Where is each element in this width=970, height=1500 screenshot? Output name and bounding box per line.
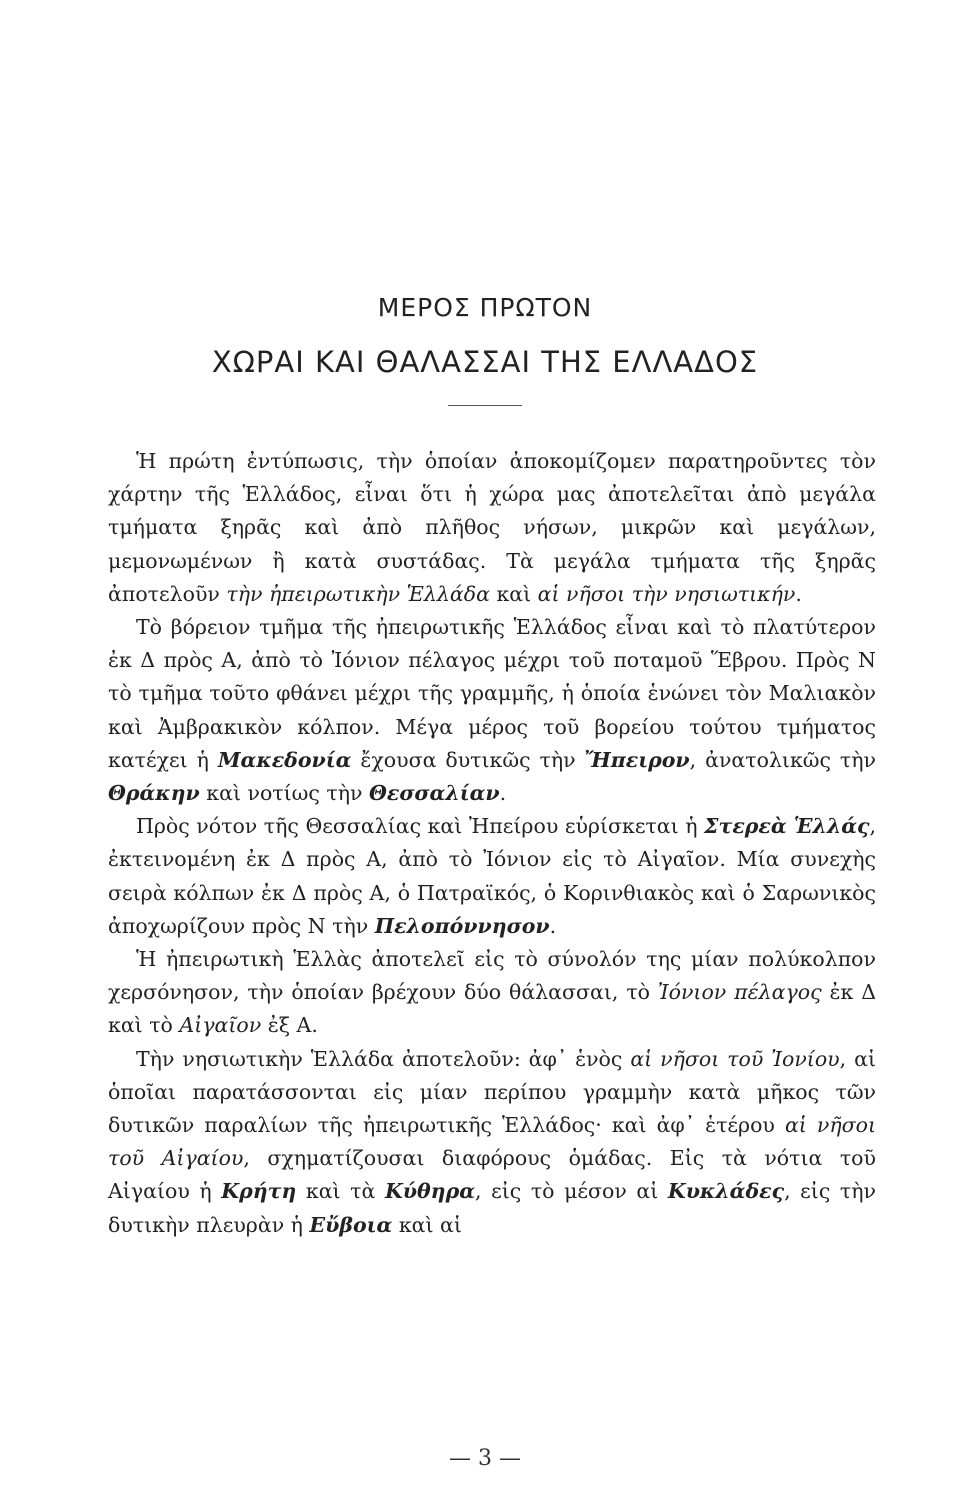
- bold-term: Θράκην: [108, 781, 200, 806]
- paragraph-5: [108, 1043, 876, 1242]
- italic-term: τὴν ἠπειρωτικὴν Ἑλλάδα: [226, 581, 490, 606]
- paragraph-1: [108, 445, 876, 611]
- body-text: [108, 445, 876, 1242]
- text-run: Ἡ πρώτη ἐντύπωσις, τὴν ὁποίαν ἀποκομίζομεν παρατηροῦντες τὸν χάρτην τῆς Ἑλλάδος, εἶναι ὅτι ἡ χώρα μας ἀποτελεῖται ἀπὸ μεγάλα τμήματα ξηρᾶς καὶ ἀπὸ πλῆθος νήσων, μικρῶν καὶ μεγάλων, μεμονωμένων ἢ κατὰ συστάδας. Τὰ μεγάλα τμήματα τῆς ξηρᾶς ἀποτελοῦν: [108, 449, 876, 606]
- bold-term: Ἤπειρον: [584, 747, 690, 772]
- text-run: .: [499, 781, 507, 806]
- italic-term: Αἰγαῖον: [179, 1013, 262, 1038]
- title-divider: [448, 405, 522, 406]
- bold-term: Στερεὰ Ἑλλάς: [704, 814, 870, 839]
- page-number: — 3 —: [449, 1446, 521, 1471]
- text-run: , αἱ ὁποῖαι παρατάσσονται εἰς μίαν περίπου γραμμὴν κατὰ μῆκος τῶν δυτικῶν παραλίων τῆς ἠπειρωτικῆς Ἑλλάδος· καὶ ἀφ᾽ ἑτέρου: [108, 1046, 876, 1138]
- text-run: καὶ νοτίως τὴν: [199, 781, 369, 806]
- text-run: , εἰς τὴν δυτικὴν πλευρὰν ἡ: [108, 1179, 876, 1237]
- bold-term: Κρήτη: [221, 1179, 297, 1204]
- chapter-title: ΧΩΡΑΙ ΚΑΙ ΘΑΛΑΣΣΑΙ ΤΗΣ ΕΛΛΑΔΟΣ: [211, 345, 759, 379]
- text-run: καὶ αἱ: [392, 1212, 462, 1237]
- text-run: καὶ: [489, 581, 538, 606]
- text-run: ἐκ Δ καὶ τὸ: [108, 980, 877, 1038]
- text-run: , εἰς τὸ μέσον αἱ: [474, 1179, 668, 1204]
- paragraph-4: [108, 943, 876, 1043]
- bold-term: Κύθηρα: [384, 1179, 475, 1204]
- text-run: Τὸ βόρειον τμῆμα τῆς ἠπειρωτικῆς Ἑλλάδος εἶναι καὶ τὸ πλατύτερον ἐκ Δ πρὸς Α, ἀπὸ τὸ Ἰόνιον πέλαγος μέχρι τοῦ ποταμοῦ Ἕβρου. Πρὸς Ν τὸ τμῆμα τοῦτο φθάνει μέχρι τῆς γραμμῆς, ἡ ὁποία ἑνώνει τὸν Μαλιακὸν καὶ Ἀμβρακικὸν κόλπον. Μέγα μέρος τοῦ βορείου τούτου τμήματος κατέχει ἡ: [108, 615, 876, 772]
- italic-term: αἱ νῆσοι τοῦ Ἰονίου: [630, 1046, 840, 1071]
- bold-term: Μακεδονία: [217, 747, 352, 772]
- text-run: .: [549, 913, 557, 938]
- text-run: ἔχουσα δυτικῶς τὴν: [351, 747, 585, 772]
- italic-term: αἱ νῆσοι τοῦ Αἰγαίου: [108, 1113, 877, 1171]
- text-run: Τὴν νησιωτικὴν Ἑλλάδα ἀποτελοῦν: ἀφ᾽ ἑνὸς: [136, 1046, 631, 1071]
- text-run: , σχηματίζουσαι διαφόρους ὁμάδας. Εἰς τὰ νότια τοῦ Αἰγαίου ἡ: [108, 1146, 876, 1204]
- text-run: ἐξ Α.: [261, 1013, 318, 1038]
- text-run: , ἐκτεινομένη ἐκ Δ πρὸς Α, ἀπὸ τὸ Ἰόνιον εἰς τὸ Αἰγαῖον. Μία συνεχὴς σειρὰ κόλπων ἐκ Δ πρὸς Α, ὁ Πατραϊκός, ὁ Κορινθιακὸς καὶ ὁ Σαρωνικὸς ἀποχωρίζουν πρὸς Ν τὴν: [108, 814, 876, 938]
- text-run: .: [795, 581, 802, 606]
- paragraph-2: [108, 611, 876, 810]
- italic-term: αἱ νῆσοι τὴν νησιωτικήν: [537, 581, 796, 606]
- text-run: καὶ τὰ: [296, 1179, 385, 1204]
- bold-term: Πελοπόννησον: [374, 913, 550, 938]
- part-heading: ΜΕΡΟΣ ΠΡΩΤΟΝ: [377, 293, 593, 322]
- bold-term: Θεσσαλίαν: [369, 781, 500, 806]
- italic-term: Ἰόνιον πέλαγος: [657, 980, 822, 1005]
- paragraph-3: [108, 810, 876, 943]
- bold-term: Κυκλάδες: [667, 1179, 785, 1204]
- bold-term: Εὔβοια: [309, 1212, 393, 1237]
- text-run: , ἀνατολικῶς τὴν: [689, 747, 876, 772]
- text-run: Πρὸς νότον τῆς Θεσσαλίας καὶ Ἠπείρου εὑρίσκεται ἡ: [136, 814, 705, 839]
- text-run: Ἡ ἠπειρωτικὴ Ἑλλὰς ἀποτελεῖ εἰς τὸ σύνολόν της μίαν πολύκολπον χερσόνησον, τὴν ὁποίαν βρέχουν δύο θάλασσαι, τὸ: [108, 947, 876, 1005]
